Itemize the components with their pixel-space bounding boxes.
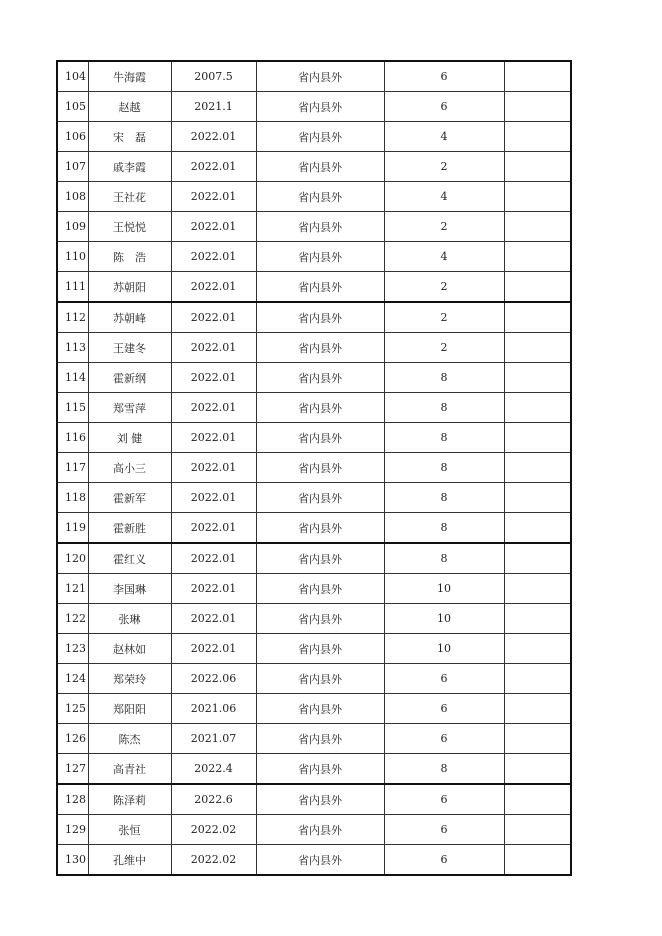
cell-date: 2021.06 (171, 694, 256, 724)
table-row (57, 242, 571, 272)
cell-count: 10 (384, 634, 504, 664)
cell-count: 6 (384, 845, 504, 876)
cell-number: 106 (57, 122, 88, 152)
cell-number: 127 (57, 754, 88, 785)
cell-date: 2022.01 (171, 453, 256, 483)
cell-name: 王悦悦 (88, 212, 171, 242)
data-table (56, 60, 572, 876)
cell-number: 107 (57, 152, 88, 182)
cell-number: 114 (57, 363, 88, 393)
cell-date: 2022.02 (171, 815, 256, 845)
cell-number: 124 (57, 664, 88, 694)
cell-name: 戚李霞 (88, 152, 171, 182)
cell-count: 2 (384, 212, 504, 242)
table-row (57, 182, 571, 212)
cell-extra (504, 513, 571, 544)
cell-number: 105 (57, 92, 88, 122)
cell-number: 125 (57, 694, 88, 724)
cell-date: 2022.01 (171, 272, 256, 303)
cell-location: 省内县外 (256, 574, 384, 604)
cell-name: 赵林如 (88, 634, 171, 664)
cell-date: 2022.01 (171, 513, 256, 544)
cell-count: 2 (384, 333, 504, 363)
cell-extra (504, 212, 571, 242)
cell-extra (504, 845, 571, 876)
cell-name: 宋 磊 (88, 122, 171, 152)
cell-location: 省内县外 (256, 122, 384, 152)
cell-name: 霍红义 (88, 543, 171, 574)
cell-name: 陈泽莉 (88, 784, 171, 815)
cell-date: 2022.01 (171, 152, 256, 182)
cell-extra (504, 122, 571, 152)
cell-extra (504, 784, 571, 815)
cell-location: 省内县外 (256, 815, 384, 845)
table-row (57, 393, 571, 423)
cell-location: 省内县外 (256, 423, 384, 453)
cell-count: 6 (384, 784, 504, 815)
table-row (57, 513, 571, 544)
cell-extra (504, 182, 571, 212)
cell-date: 2022.01 (171, 574, 256, 604)
cell-location: 省内县外 (256, 483, 384, 513)
cell-number: 126 (57, 724, 88, 754)
cell-number: 108 (57, 182, 88, 212)
table-row (57, 815, 571, 845)
table-row (57, 423, 571, 453)
cell-date: 2022.01 (171, 423, 256, 453)
cell-date: 2022.01 (171, 543, 256, 574)
cell-location: 省内县外 (256, 784, 384, 815)
cell-name: 王建冬 (88, 333, 171, 363)
cell-count: 8 (384, 363, 504, 393)
cell-name: 陈 浩 (88, 242, 171, 272)
cell-extra (504, 363, 571, 393)
cell-count: 8 (384, 513, 504, 544)
cell-location: 省内县外 (256, 393, 384, 423)
cell-location: 省内县外 (256, 92, 384, 122)
cell-name: 苏朝阳 (88, 272, 171, 303)
cell-name: 霍新军 (88, 483, 171, 513)
cell-extra (504, 152, 571, 182)
cell-location: 省内县外 (256, 754, 384, 785)
cell-location: 省内县外 (256, 634, 384, 664)
cell-number: 117 (57, 453, 88, 483)
cell-date: 2022.01 (171, 363, 256, 393)
cell-location: 省内县外 (256, 333, 384, 363)
cell-number: 118 (57, 483, 88, 513)
cell-date: 2022.4 (171, 754, 256, 785)
cell-number: 115 (57, 393, 88, 423)
cell-location: 省内县外 (256, 61, 384, 92)
table-row (57, 152, 571, 182)
cell-count: 10 (384, 604, 504, 634)
cell-name: 王社花 (88, 182, 171, 212)
cell-count: 8 (384, 543, 504, 574)
cell-date: 2022.01 (171, 483, 256, 513)
cell-extra (504, 574, 571, 604)
table-row (57, 604, 571, 634)
cell-name: 刘 健 (88, 423, 171, 453)
cell-extra (504, 664, 571, 694)
cell-name: 赵越 (88, 92, 171, 122)
cell-date: 2022.01 (171, 182, 256, 212)
cell-count: 6 (384, 92, 504, 122)
cell-extra (504, 724, 571, 754)
cell-count: 6 (384, 724, 504, 754)
cell-date: 2022.02 (171, 845, 256, 876)
cell-extra (504, 604, 571, 634)
table-row (57, 845, 571, 876)
cell-name: 李国琳 (88, 574, 171, 604)
cell-extra (504, 242, 571, 272)
cell-extra (504, 333, 571, 363)
table-row (57, 664, 571, 694)
cell-count: 6 (384, 694, 504, 724)
cell-extra (504, 483, 571, 513)
cell-number: 113 (57, 333, 88, 363)
table-row (57, 543, 571, 574)
cell-date: 2022.01 (171, 393, 256, 423)
table-row (57, 784, 571, 815)
cell-location: 省内县外 (256, 543, 384, 574)
cell-count: 6 (384, 61, 504, 92)
cell-date: 2022.6 (171, 784, 256, 815)
cell-name: 牛海霞 (88, 61, 171, 92)
cell-date: 2022.01 (171, 604, 256, 634)
table-row (57, 694, 571, 724)
cell-extra (504, 543, 571, 574)
table-row (57, 453, 571, 483)
cell-date: 2022.01 (171, 242, 256, 272)
table-row (57, 724, 571, 754)
cell-name: 郑荣玲 (88, 664, 171, 694)
cell-location: 省内县外 (256, 604, 384, 634)
cell-name: 张琳 (88, 604, 171, 634)
cell-count: 8 (384, 754, 504, 785)
cell-location: 省内县外 (256, 302, 384, 333)
cell-count: 6 (384, 664, 504, 694)
cell-number: 129 (57, 815, 88, 845)
cell-count: 8 (384, 453, 504, 483)
cell-name: 郑阳阳 (88, 694, 171, 724)
table-row (57, 92, 571, 122)
table-row (57, 333, 571, 363)
cell-date: 2022.01 (171, 333, 256, 363)
cell-number: 110 (57, 242, 88, 272)
cell-location: 省内县外 (256, 845, 384, 876)
cell-count: 4 (384, 182, 504, 212)
cell-extra (504, 694, 571, 724)
cell-count: 6 (384, 815, 504, 845)
cell-date: 2021.1 (171, 92, 256, 122)
table-row (57, 483, 571, 513)
cell-location: 省内县外 (256, 152, 384, 182)
table-row (57, 363, 571, 393)
table-body (57, 61, 571, 875)
cell-location: 省内县外 (256, 363, 384, 393)
cell-number: 111 (57, 272, 88, 303)
cell-name: 郑雪萍 (88, 393, 171, 423)
table-row (57, 574, 571, 604)
cell-date: 2007.5 (171, 61, 256, 92)
cell-count: 4 (384, 242, 504, 272)
cell-name: 高青社 (88, 754, 171, 785)
cell-number: 109 (57, 212, 88, 242)
cell-number: 128 (57, 784, 88, 815)
cell-date: 2021.07 (171, 724, 256, 754)
cell-name: 霍新纲 (88, 363, 171, 393)
table-row (57, 212, 571, 242)
cell-name: 高小三 (88, 453, 171, 483)
cell-location: 省内县外 (256, 664, 384, 694)
cell-extra (504, 61, 571, 92)
cell-name: 孔维中 (88, 845, 171, 876)
cell-count: 8 (384, 393, 504, 423)
cell-number: 104 (57, 61, 88, 92)
cell-count: 10 (384, 574, 504, 604)
cell-name: 陈杰 (88, 724, 171, 754)
cell-extra (504, 272, 571, 303)
cell-count: 8 (384, 483, 504, 513)
cell-number: 116 (57, 423, 88, 453)
cell-location: 省内县外 (256, 182, 384, 212)
cell-name: 张恒 (88, 815, 171, 845)
cell-number: 122 (57, 604, 88, 634)
cell-extra (504, 302, 571, 333)
cell-location: 省内县外 (256, 212, 384, 242)
cell-number: 123 (57, 634, 88, 664)
cell-count: 8 (384, 423, 504, 453)
cell-location: 省内县外 (256, 242, 384, 272)
cell-extra (504, 423, 571, 453)
cell-extra (504, 393, 571, 423)
cell-date: 2022.01 (171, 634, 256, 664)
cell-name: 苏朝峰 (88, 302, 171, 333)
table-row (57, 302, 571, 333)
cell-location: 省内县外 (256, 724, 384, 754)
cell-location: 省内县外 (256, 513, 384, 544)
cell-date: 2022.06 (171, 664, 256, 694)
cell-extra (504, 634, 571, 664)
cell-extra (504, 453, 571, 483)
cell-number: 119 (57, 513, 88, 544)
cell-extra (504, 754, 571, 785)
cell-count: 2 (384, 272, 504, 303)
cell-count: 4 (384, 122, 504, 152)
table-row (57, 634, 571, 664)
cell-number: 120 (57, 543, 88, 574)
table-row (57, 754, 571, 785)
table-row (57, 272, 571, 303)
cell-date: 2022.01 (171, 302, 256, 333)
cell-number: 121 (57, 574, 88, 604)
cell-date: 2022.01 (171, 212, 256, 242)
cell-count: 2 (384, 152, 504, 182)
cell-date: 2022.01 (171, 122, 256, 152)
cell-location: 省内县外 (256, 272, 384, 303)
cell-count: 2 (384, 302, 504, 333)
cell-location: 省内县外 (256, 453, 384, 483)
cell-location: 省内县外 (256, 694, 384, 724)
table-row (57, 122, 571, 152)
table-row (57, 61, 571, 92)
cell-number: 112 (57, 302, 88, 333)
cell-name: 霍新胜 (88, 513, 171, 544)
cell-extra (504, 815, 571, 845)
cell-number: 130 (57, 845, 88, 876)
cell-extra (504, 92, 571, 122)
